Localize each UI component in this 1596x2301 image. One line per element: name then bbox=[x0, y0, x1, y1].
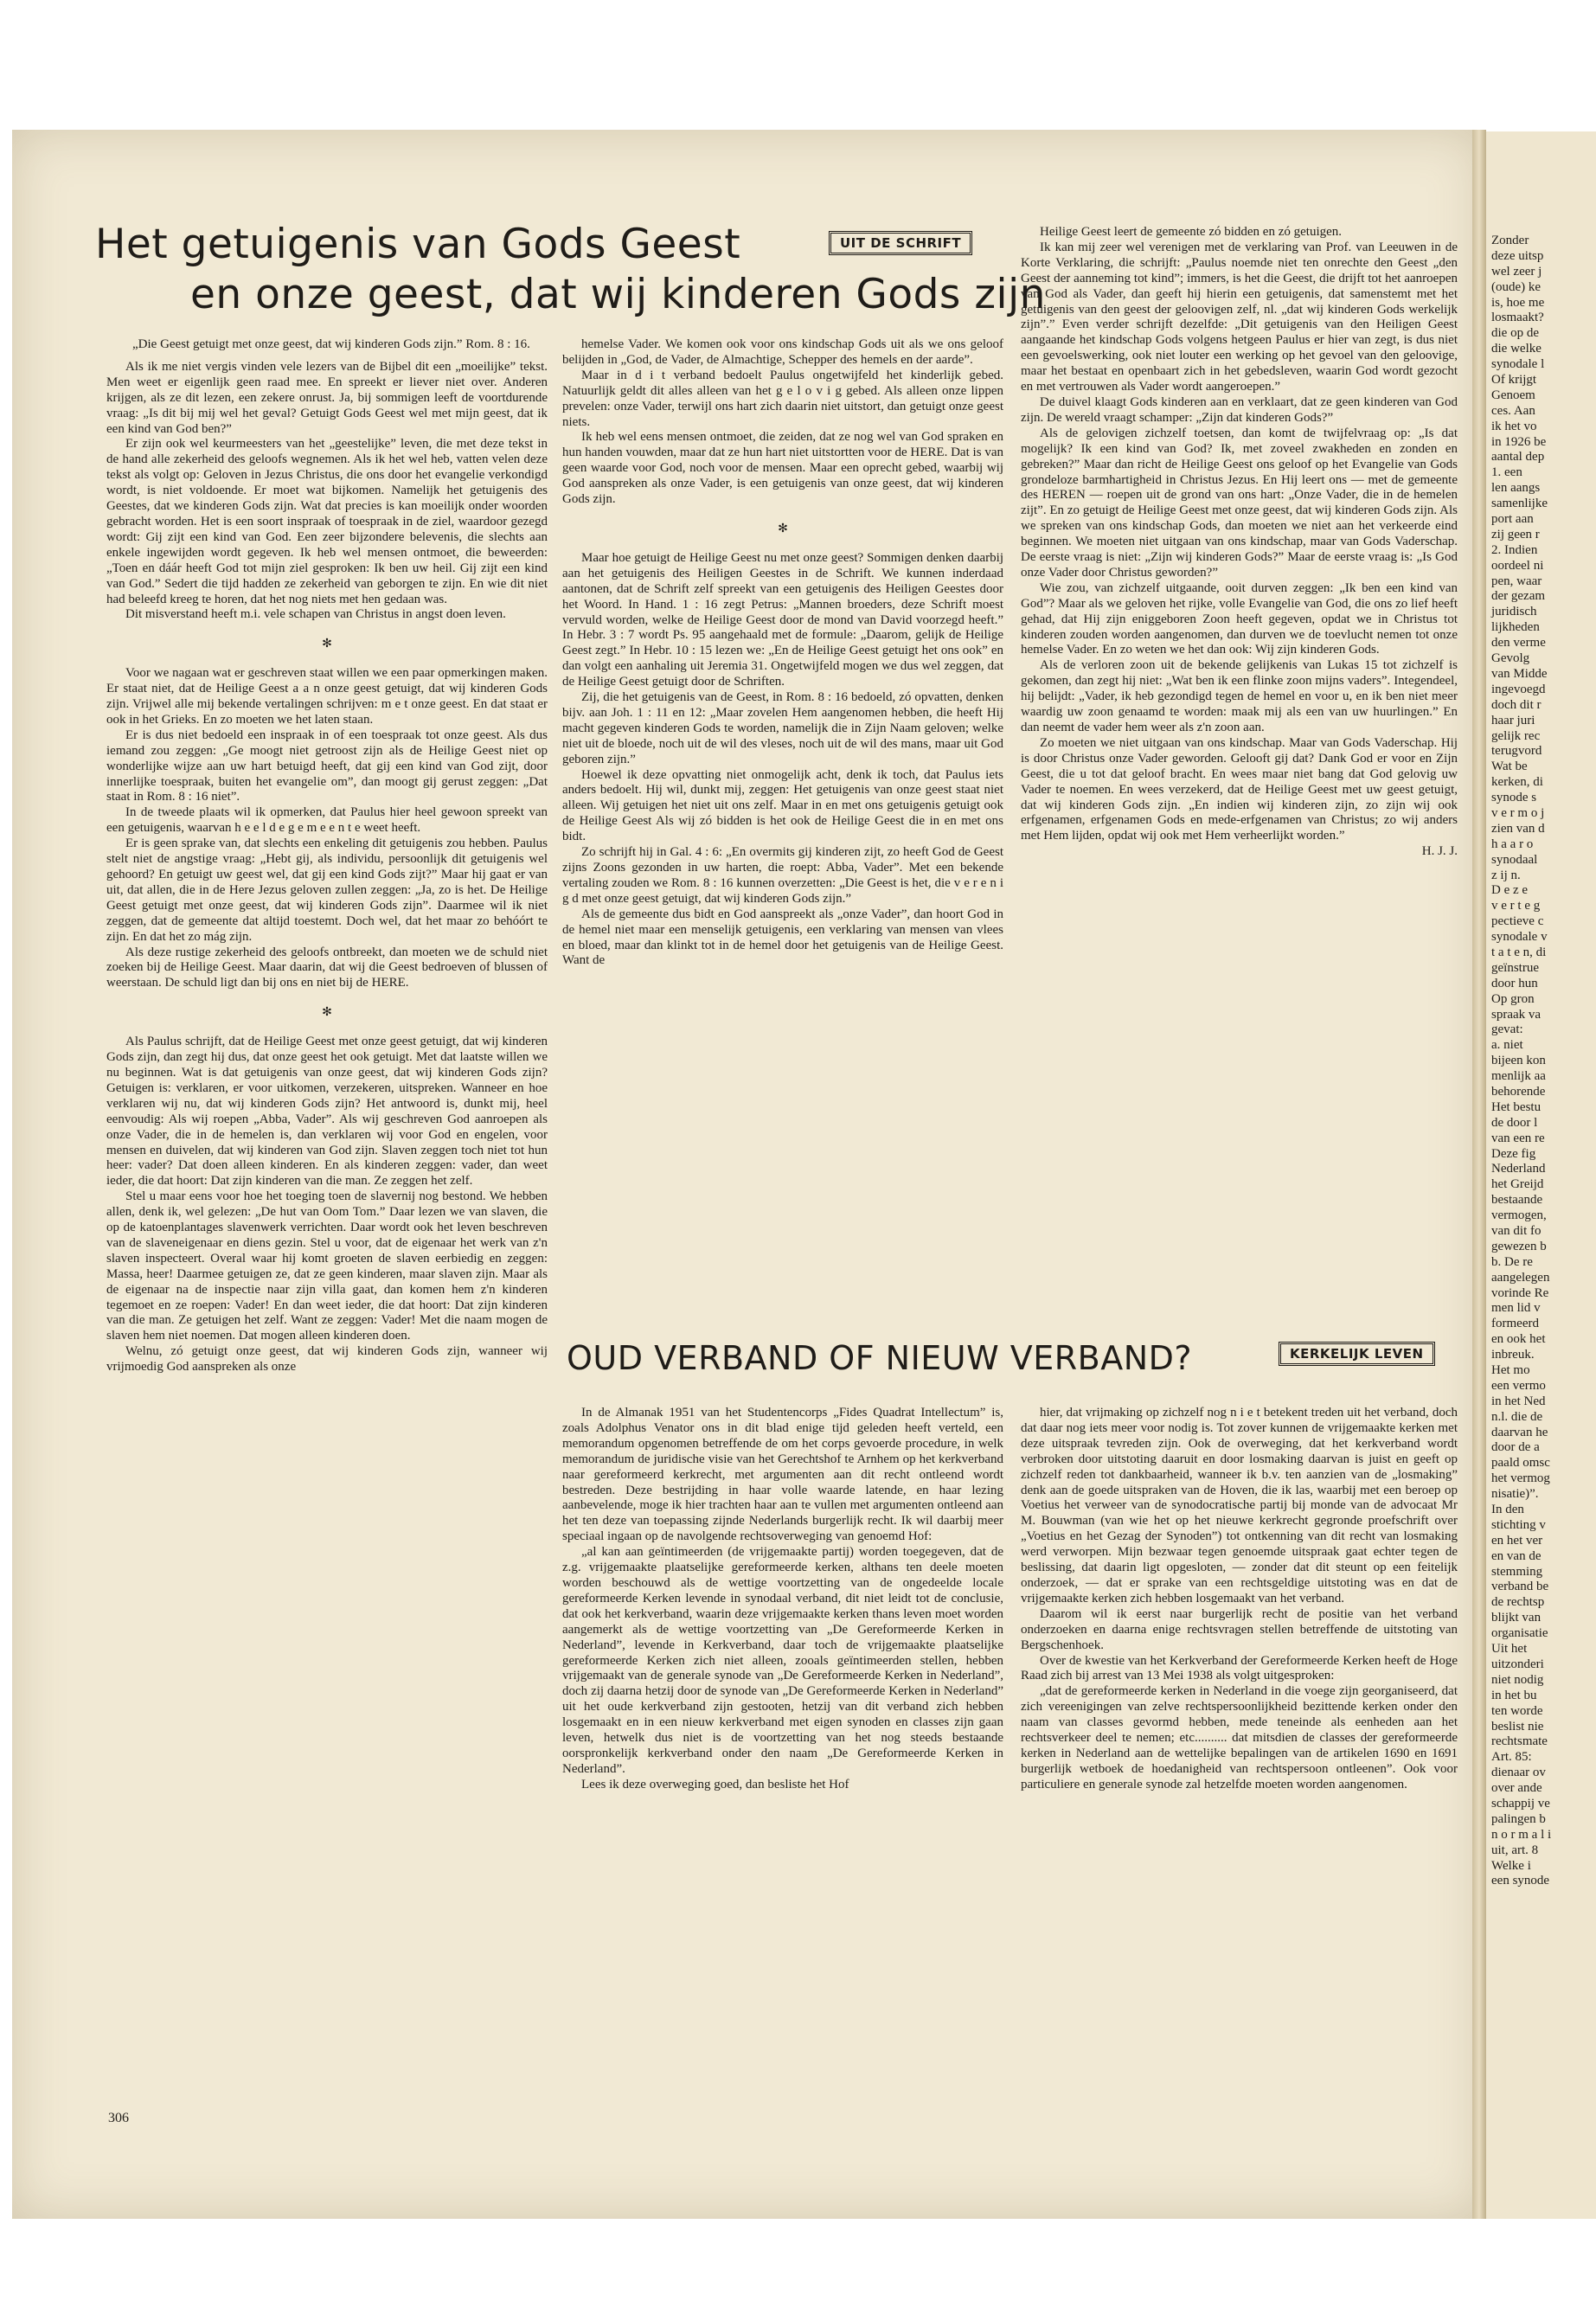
fragment-line: synodale v bbox=[1491, 930, 1548, 945]
paragraph: Ik heb wel eens mensen ontmoet, die zeiden, dat ze nog wel van God spraken en hun handen vouwden, maar dat ze hun hart niet uitstortten voor de HERE. Dat is van geen waarde voor God, noch voor de mensen. Maar een oprecht gebed, waarbij wij God aanspreken als onze Vader, is een getuigenis van onze geest, dat wij kinderen Gods zijn. bbox=[562, 430, 1003, 507]
fragment-line: uitzonderi bbox=[1491, 1657, 1544, 1671]
fragment-line: b. De re bbox=[1491, 1254, 1533, 1269]
paragraph: Zo moeten we niet uitgaan van ons kindschap. Maar van Gods Vaderschap. Hij is door Christus onze Vader geworden. Gelooft gij dat? Dank God er voor en Zijn Geest, die u tot dat geloof bracht. En wees maar niet bang dat God gelovig uw Vader te noemen. En wees verzekerd, dat de Heilige Geest met uw geest getuigt, dat wij kinderen Gods zijn. „En indien wij kinderen zijn, zo zijn wij ook erfgenamen, erfgenamen Gods en mede-erfgenamen van Christus; zo wij anders met Hem lijden, opdat wij ook met Hem verheerlijkt worden.” bbox=[1021, 735, 1458, 843]
fragment-line: menlijk aa bbox=[1491, 1069, 1546, 1084]
fragment-line: aangelegen bbox=[1491, 1270, 1550, 1285]
fragment-line: der gezam bbox=[1491, 589, 1546, 604]
paragraph: Als de verloren zoon uit de bekende gelijkenis van Lukas 15 tot zichzelf is gekomen, dan zegt hij niet: „Wat ben ik een flinke zoon mijns vaders”. Integendeel, hij belijdt: „Vader, ik heb gezondigd tegen de hemel en voor u, en ik ben niet meer waardig uw zoon genaamd te worden: maak mij als een van uw huurlingen.” En dan neemt de vader hem weer als z'n zoon aan. bbox=[1021, 658, 1458, 734]
adjacent-page bbox=[1486, 131, 1596, 2219]
fragment-line: synodaal bbox=[1491, 852, 1538, 867]
paragraph: „dat de gereformeerde kerken in Nederland in die voege zijn georganiseerd, dat zich vereenigingen van zelve rechtspersoonlijkheid bezittende kerken onder den naam van classes gevormd hebben, mede teneinde als eenheden aan het rechtsverkeer deel te nemen; etc.......... dat mitsdien de classes der gereformeerde kerken in Nederland aan de wettelijke bepalingen van de artikelen 1690 en 1691 burgerlijk wetboek de hoedanigheid van rechtspersoon ontleenen”. Ook voor particuliere en generale synode zal hetzelfde moeten worden aangenomen. bbox=[1021, 1684, 1458, 1791]
fragment-line: wel zeer j bbox=[1491, 264, 1542, 279]
paragraph: Stel u maar eens voor hoe het toeging toen de slavernij nog bestond. We hebben allen, denk ik, wel gelezen: „De hut van Oom Tom.” Daar lezen we van slaven, die op de katoenplantages slavenwerk verrichten. Daar wordt ook het leven beschreven van de slaveneigenaar en diens gezin. Stel u voor, dat de eigenaar het werk van z'n slaven inspecteert. Overal waar hij komt groeten de slaven eerbiedig en zeggen: Massa, heer! Daarmee getuigen ze, dat ze geen kinderen, maar slaven zijn. Maar als de eigenaar na de inspectie naar zijn villa gaat, dan komen hem z'n kinderen tegemoet en ze roepen: Vader! En dan weet ieder, die dat hoort: Dat zijn kinderen van die man. Ze getuigen het zelf. Want ze zeggen: Vader! Met die naam mogen de slaven hem niet noemen. Dat mogen alleen kinderen doen. bbox=[106, 1189, 548, 1343]
fragment-line: a. niet bbox=[1491, 1038, 1523, 1053]
paragraph: Over de kwestie van het Kerkverband der Gereformeerde Kerken heeft de Hoge Raad zich bij arrest van 13 Mei 1938 als volgt uitgesproken: bbox=[1021, 1653, 1458, 1683]
fragment-line: en ook het bbox=[1491, 1332, 1546, 1347]
fragment-line: schappij ve bbox=[1491, 1796, 1550, 1811]
fragment-line: Het mo bbox=[1491, 1363, 1530, 1378]
fragment-line: die welke bbox=[1491, 342, 1542, 356]
fragment-line: kerken, di bbox=[1491, 775, 1543, 790]
fragment-line: formeerd bbox=[1491, 1317, 1539, 1331]
fragment-line: deze uitsp bbox=[1491, 248, 1544, 263]
fragment-line: die op de bbox=[1491, 326, 1539, 341]
article2-column1 bbox=[562, 1406, 1003, 1793]
fragment-line: 1. een bbox=[1491, 465, 1522, 480]
paragraph: Er is geen sprake van, dat slechts een enkeling dit getuigenis zou hebben. Paulus stelt niet de angstige vraag: „Hebt gij, als individu, persoonlijk dit getuigenis wel gehoord? En getuigt uw geest wel, dat gij een kind Gods zijt?” Maar hij gaat er van uit, dat allen, die in de Here Jezus geloven zullen zeggen: „Ja, zo is het. De Heilige Geest getuigt met onze geest, dat wij kinderen Gods zijn”. Daarmee wil ik niet zeggen, dat de gemeente dat altijd toestemt. Doch wel, dat het maar zo behóórt te zijn. En dat het zo mág zijn. bbox=[106, 836, 548, 944]
fragment-line: vorinde Re bbox=[1491, 1285, 1549, 1300]
article1-column1 bbox=[106, 337, 548, 1375]
fragment-line: ik het vo bbox=[1491, 419, 1537, 433]
fragment-line: nisatie)”. bbox=[1491, 1487, 1539, 1502]
fragment-line: Genoem bbox=[1491, 388, 1535, 402]
fragment-line: Of krijgt bbox=[1491, 373, 1537, 388]
article2-title: OUD VERBAND OF NIEUW VERBAND? bbox=[567, 1339, 1193, 1377]
paragraph: ✻ bbox=[778, 522, 788, 535]
fragment-line: zij geen r bbox=[1491, 527, 1540, 542]
epigraph: „Die Geest getuigt met onze geest, dat wij kinderen Gods zijn.” Rom. 8 : 16. bbox=[132, 337, 530, 351]
fragment-line: ces. Aan bbox=[1491, 403, 1535, 418]
fragment-line: Het bestu bbox=[1491, 1099, 1542, 1114]
fragment-line: paald omsc bbox=[1491, 1456, 1550, 1471]
fragment-line: h a a r o bbox=[1491, 836, 1534, 851]
fragment-line: In den bbox=[1491, 1503, 1524, 1517]
fragment-line: is, hoe me bbox=[1491, 295, 1545, 310]
paragraph: Welnu, zó getuigt onze geest, dat wij kinderen Gods zijn, wanneer wij vrijmoedig God aanspreken als onze bbox=[106, 1344, 548, 1375]
fragment-line: stemming bbox=[1491, 1564, 1543, 1579]
paragraph: Als de gelovigen zichzelf toetsen, dan komt de twijfelvraag op: „Is dat mogelijk? Ik een kind van God? Ik, met zoveel zwakheden en zonden en gebreken?” Maar dan richt de Heilige Geest ons geloof op het Evangelie van Gods grondeloze barmhartigheid in Christus Jezus. En Hij leert ons — met de gemeente des HEREN — roepen uit de grond van ons hart: „Onze Vader, die in de hemelen zijt”. En zo getuigt de Heilige Geest met onze geest, dat wij kinderen Gods zijn. Als we spreken van ons kindschap Gods, dan moeten we niet aan het verkeerde eind beginnen. We moeten niet uitgaan van ons kindschap, maar van Gods Vaderschap. De eerste vraag is niet: „Zijn wij kinderen Gods?” Maar de eerste vraag is: „Is God onze Vader door Christus geworden?” bbox=[1021, 426, 1458, 580]
fragment-line: beslist nie bbox=[1491, 1719, 1544, 1734]
fragment-line: t a t e n, di bbox=[1491, 945, 1547, 959]
fragment-line: Zonder bbox=[1491, 234, 1529, 247]
paragraph: Wie zou, van zichzelf uitgaande, ooit durven zeggen: „Ik ben een kind van God”? Maar als we geloven het rijke, volle Evangelie van God, die ons zo lief heeft gehad, dat Hij zijn eniggeboren Zoon heeft gegeven, opdat we in Christus tot kinderen zouden worden aangenomen, dan durven we de toevlucht nemen tot onze hemelse Vader. En zo weten we het dan ook: Wij zijn kinderen Gods. bbox=[1021, 580, 1458, 657]
fragment-line: van dit fo bbox=[1491, 1224, 1542, 1238]
fragment-line: Uit het bbox=[1491, 1642, 1528, 1657]
fragment-line: over ande bbox=[1491, 1781, 1542, 1796]
fragment-line: D e z e bbox=[1491, 883, 1529, 898]
paragraph: Als Paulus schrijft, dat de Heilige Geest met onze geest getuigt, dat wij kinderen Gods zijn, dan zegt hij dus, dat onze geest het ook getuigt. Met dat laatste willen we nu beginnen. Wat is dat getuigenis van onze geest, dat wij kinderen Gods zijn? Getuigen is: verklaren, er voor uitkomen, verzekeren, uitspreken. Wanneer en hoe verklaren wij nu, dat wij kinderen Gods zijn? Het antwoord is, dunkt mij, heel eenvoudig: Als wij roepen „Abba, Vader”. Als wij geschreven God aanroepen als onze Vader, die in de hemelen is, dan verklaren wij voor God en engelen, voor mensen en duivelen, dat wij kinderen van God zijn. Slaven zeggen toch niet tot hun heer: vader? Dat doen alleen kinderen. En als kinderen zeggen: vader, dan weet ieder, die dat hoort: Dat zijn kinderen van die man. Ze zeggen het zelf. bbox=[106, 1035, 548, 1189]
paragraph: In de Almanak 1951 van het Studentencorps „Fides Quadrat Intellectum” is, zoals Adolphus Venator ons in dit blad enige tijd geleden heeft verteld, een memorandum opgenomen betreffende de om het corps gevoerde procedure, in welk memorandum de juridische visie van het Gerechtshof te Arnhem op het kerkverband naar gereformeerd kerkrecht, met argumenten aan dit recht ontleend wordt bestreden. Deze bestrijding in haar volle waarde latende, en haar lezing aanbevelende, moge ik hier trachten haar aan te vullen met argumenten ontleend aan het ten deze van toepassing zijnde Nederlands burgerlijk recht. Ik wil daarbij meer speciaal ingaan op de navolgende rechtsoverweging van genoemd Hof: bbox=[562, 1406, 1003, 1544]
fragment-line: door de a bbox=[1491, 1440, 1540, 1455]
fragment-line: behorende bbox=[1491, 1084, 1546, 1099]
fragment-line: gevat: bbox=[1491, 1022, 1523, 1037]
article-title-line1: Het getuigenis van Gods Geest bbox=[95, 221, 741, 268]
fragment-line: rechtsmate bbox=[1491, 1734, 1548, 1749]
article1-column2 bbox=[562, 337, 1003, 969]
fragment-line: den verme bbox=[1491, 636, 1546, 651]
fragment-line: in het bu bbox=[1491, 1688, 1537, 1702]
page-number: 306 bbox=[108, 2111, 129, 2125]
fragment-line: z ij n. bbox=[1491, 868, 1521, 882]
fragment-line: synode s bbox=[1491, 791, 1537, 805]
fragment-line: spraak va bbox=[1491, 1007, 1542, 1022]
fragment-line: zien van d bbox=[1491, 821, 1545, 836]
fragment-line: Nederland bbox=[1491, 1162, 1546, 1176]
paragraph: „al kan aan geïntimeerden (de vrijgemaakte partij) worden toegegeven, dat de z.g. vrijgemaakte plaatselijke gereformeerde kerken, althans ten deele moeten worden beschouwd als de wettige voortzetting van de ongedeelde locale gereformeerde Kerken levende in synodaal verband, dit niet leidt tot de conclusie, dat ook het kerkverband, waarin deze vrijgemaakte kerken thans leven moet worden aangemerkt als de wettige voortzetting van „De Gereformeerde Kerken in Nederland”, levende in Kerkverband, daar toch de vrijgemaakte plaatselijke gereformeerde Kerken zich niet alleen, zooals geïntimeerden stellen, hebben vrijgemaakt van de generale synode van „De Gereformeerde Kerken in Nederland”, doch zij daarna hetzij door de synode van „De Gereformeerde Kerken in Nederland” uit het oude kerkverband zijn gestooten, hetzij van dit verband zich hebben losgemaakt en in een nieuw kerkverband met eigen synoden en classes zijn gaan leven, hetwelk dus niet is de voortzetting van het nog steeds bestaande oorspronkelijk kerkverband onder den naam „De Gereformeerde Kerken in Nederland”. bbox=[562, 1545, 1003, 1776]
fragment-line: losmaakt? bbox=[1491, 311, 1544, 325]
fragment-line: inbreuk. bbox=[1491, 1348, 1535, 1362]
fragment-line: Welke i bbox=[1491, 1858, 1531, 1873]
fragment-line: uit, art. 8 bbox=[1491, 1843, 1539, 1857]
paragraph: Maar hoe getuigt de Heilige Geest nu met onze geest? Sommigen denken daarbij aan het getuigenis des Heiligen Geestes in de Schrift. We kunnen inderdaad aantonen, dat de Schrift zelf spreekt van een getuigenis des Heiligen Geestes door het Woord. In Hand. 1 : 16 zegt Petrus: „Mannen broeders, deze Schrift moest vervuld worden, welke de Heilige Geest door de mond van David voorzegd heeft.” In Hebr. 3 : 7 wordt Ps. 95 aangehaald met de formule: „Daarom, gelijk de Heilige Geest zegt.” In Hebr. 10 : 15 lezen we: „En de Heilige Geest getuigt het ons ook” en dan volgt een aanhaling uit Jeremia 31. Ongetwijfeld mogen we dus wel zeggen, dat de Heilige Geest getuigt door de Schriften. bbox=[562, 550, 1003, 689]
fragment-line: Gevolg bbox=[1491, 651, 1530, 666]
article-title-line2: en onze geest, dat wij kinderen Gods zijn bbox=[190, 271, 1046, 318]
fragment-line: n.l. die de bbox=[1491, 1409, 1543, 1424]
fragment-line: juridisch bbox=[1491, 605, 1537, 619]
section-divider: ✻ bbox=[322, 638, 332, 651]
paragraph: In de tweede plaats wil ik opmerken, dat Paulus hier heel gewoon spreekt van een getuigenis, waarvan h e e l d e g e m e e n t e weet heeft. bbox=[106, 805, 548, 836]
fragment-line: in 1926 be bbox=[1491, 434, 1547, 449]
section-label-uit-de-schrift: UIT DE SCHRIFT bbox=[829, 231, 972, 255]
paragraph: De duivel klaagt Gods kinderen aan en verklaart, dat ze geen kinderen van God zijn. De wereld vraagt schamper: „Zijn dat kinderen Gods?” bbox=[1021, 394, 1458, 425]
fragment-line: v e r t e g bbox=[1491, 899, 1541, 913]
paragraph: Voor we nagaan wat er geschreven staat willen we een paar opmerkingen maken. Er staat niet, dat de Heilige Geest a a n onze geest getuigt, dat wij kinderen Gods zijn. Vrijwel alle mij bekende vertalingen schrijven: m e t onze geest. En dat staat er ook in het Grieks. En zo moeten we het laten staan. bbox=[106, 666, 548, 727]
fragment-line: bijeen kon bbox=[1491, 1054, 1546, 1068]
fragment-line: niet nodig bbox=[1491, 1672, 1544, 1687]
fragment-line: door hun bbox=[1491, 976, 1538, 990]
fragment-line: samenlijke bbox=[1491, 497, 1548, 511]
fragment-line: Deze fig bbox=[1491, 1146, 1536, 1161]
paragraph: Zij, die het getuigenis van de Geest, in Rom. 8 : 16 bedoeld, zó opvatten, denken bijv. aan Joh. 1 : 11 en 12: „Maar zovelen Hem aangenomen hebben, die heeft Hij macht gegeven kinderen Gods te worden, namelijk die in Zijn Naam geloven; welke niet uit de bloede, noch uit de wil des vleses, noch uit de wil des mans, maar uit God geboren zijn.” bbox=[562, 690, 1003, 766]
adjacent-page-text bbox=[1491, 234, 1596, 1889]
fragment-line: Op gron bbox=[1491, 991, 1535, 1006]
paragraph: Heilige Geest leert de gemeente zó bidden en zó getuigen. bbox=[1040, 225, 1343, 239]
author-signature: H. J. J. bbox=[1421, 844, 1458, 859]
article2-column2 bbox=[1021, 1406, 1458, 1793]
fragment-line: Art. 85: bbox=[1491, 1750, 1532, 1765]
fragment-line: port aan bbox=[1491, 512, 1534, 527]
paragraph: Dit misverstand heeft m.i. vele schapen van Christus in angst doen leven. bbox=[125, 607, 506, 622]
fragment-line: en het ver bbox=[1491, 1533, 1543, 1548]
paragraph: Maar in d i t verband bedoelt Paulus ongetwijfeld het kinderlijk gebed. Natuurlijk geldt dit alles alleen van het g e l o v i g gebed. Als alleen onze lippen prevelen: onze Vader, terwijl ons hart zich daarin niet uitstort, dan getuigt onze geest niets. bbox=[562, 368, 1003, 429]
fragment-line: het Greijd bbox=[1491, 1177, 1544, 1192]
fragment-line: 2. Indien bbox=[1491, 542, 1538, 557]
fragment-line: gelijk rec bbox=[1491, 728, 1541, 743]
fragment-line: len aangs bbox=[1491, 481, 1541, 496]
fragment-line: aantal dep bbox=[1491, 450, 1545, 465]
paragraph: Ik kan mij zeer wel verenigen met de verklaring van Prof. van Leeuwen in de Korte Verklaring, die schrijft: „Paulus noemde niet ten onrechte den Geest „den Geest der aanneming tot kind”; immers, is het die Geest, die drijft tot het aanroepen van God als Vader, dan geeft hij hierin een getuigenis, dat samenstemt met het getuigenis van den geest der geloovigen zelf, nl. „dat wij kinderen Gods werkelijk zijn”.” Even verder schrijft dezelfde: „Dit getuigenis van den Heiligen Geest aangaande het kindschap Gods volgens hetgeen Paulus er hier van zegt, is dus niet een gevoelswerking, ook niet louter een werking op het gevoel van den geloovige, maar het bestaat en openbaart zich in het gebedsleven, waarin God wordt gezocht en met vertrouwen als Vader wordt aangeroepen.” bbox=[1021, 240, 1458, 394]
fragment-line: ten worde bbox=[1491, 1703, 1543, 1718]
paragraph: Als ik me niet vergis vinden vele lezers van de Bijbel dit een „moeilijke” tekst. Men weet er eigenlijk geen raad mee. En spreekt er liever niet over. Anderen krijgen, als ze dit lezen, een zekere onrust. Ja, bij sommigen leeft de voortdurende vraag: „Is dit bij mij wel het geval? Getuigt Gods Geest wel met mijn geest, dat ik een kind van God ben?” bbox=[106, 359, 548, 436]
fragment-line: een vermo bbox=[1491, 1378, 1546, 1393]
paragraph: hemelse Vader. We komen ook voor ons kindschap Gods uit als we ons geloof belijden in „God, de Vader, de Almachtige, Schepper des hemels en der aarde”. bbox=[562, 337, 1003, 367]
fragment-line: de door l bbox=[1491, 1115, 1538, 1130]
article1-column3 bbox=[1021, 225, 1458, 860]
paragraph: Zo schrijft hij in Gal. 4 : 6: „En overmits gij kinderen zijt, zo heeft God de Geest zijns Zoons gezonden in uw harten, die roept: Abba, Vader”. Met een bekende vertaling zouden we Rom. 8 : 16 kunnen overzetten: „Die Geest is het, die v e r e n i g d met onze geest getuigt, dat wij kinderen Gods zijn.” bbox=[562, 845, 1003, 906]
fragment-line: de rechtsp bbox=[1491, 1595, 1545, 1610]
fragment-line: synodale l bbox=[1491, 357, 1545, 372]
fragment-line: pectieve c bbox=[1491, 914, 1544, 929]
fragment-line: verband be bbox=[1491, 1580, 1549, 1594]
paragraph: Lees ik deze overweging goed, dan besliste het Hof bbox=[581, 1777, 849, 1791]
section-label-kerkelijk-leven: KERKELIJK LEVEN bbox=[1279, 1342, 1435, 1366]
fragment-line: bestaande bbox=[1491, 1193, 1543, 1208]
fragment-line: gewezen b bbox=[1491, 1239, 1547, 1253]
fragment-line: vermogen, bbox=[1491, 1208, 1547, 1223]
fragment-line: blijkt van bbox=[1491, 1611, 1542, 1625]
paragraph: Hoewel ik deze opvatting niet onmogelijk acht, denk ik toch, dat Paulus iets anders bedoelt. Hij wil, dunkt mij, zeggen: Het getuigenis van onze geest staat niet alleen. Wij getuigen het niet uit ons zelf. Maar in en met ons getuigenis getuigt ook de Heilige Geest Als wij zó bidden is het ook de Heilige Geest die in en met ons bidt. bbox=[562, 767, 1003, 844]
paragraph: Er zijn ook wel keurmeesters van het „geestelijke” leven, die met deze tekst in de hand alle zekerheid des geloofs wegnemen. Als ik het wel heb, vatten velen deze tekst als volgt op: Geloven in Jezus Christus, die ons door het evangelie verkondigd wordt, is niet voldoende. Er moet wat bijkomen. Namelijk het getuigenis des Geestes, dat we kinderen Gods zijn. Wat dat precies is kan moeilijk onder woorden gebracht worden. Het is een soort inspraak of toespraak in de ziel, waardoor gezegd wordt: Gij zijt een kind van God. Een zeer bijzondere belevenis, die slechts aan enkele ingewijden wordt gegeven. Ik heb wel mensen ontmoet, die beweerden: „Toen en dáár heeft God tot mijn ziel gesproken: Ik ben uw heil. Gij zijt een kind van God.” Sedert die tijd hadden ze zekerheid van geborgen te zijn. En wie dit niet had beleefd kreeg te horen, dat het nog niets met hen gedaan was. bbox=[106, 437, 548, 606]
fragment-line: v e r m o j bbox=[1491, 805, 1545, 820]
section-divider: ✻ bbox=[322, 1006, 332, 1020]
fragment-line: men lid v bbox=[1491, 1301, 1541, 1316]
paragraph: Daarom wil ik eerst naar burgerlijk recht de positie van het verband onderzoeken en daarna enige rechtsvragen stellen betreffende de uitstoting van Bergschenhoek. bbox=[1021, 1606, 1458, 1652]
fragment-line: Wat be bbox=[1491, 760, 1528, 774]
fragment-line: en van de bbox=[1491, 1548, 1542, 1563]
fragment-line: dienaar ov bbox=[1491, 1766, 1546, 1780]
fragment-line: doch dit r bbox=[1491, 697, 1542, 712]
fragment-line: een synode bbox=[1491, 1874, 1550, 1888]
fragment-line: stichting v bbox=[1491, 1517, 1546, 1532]
fragment-line: van een re bbox=[1491, 1131, 1545, 1145]
fragment-line: in het Ned bbox=[1491, 1394, 1546, 1408]
paragraph: Als de gemeente dus bidt en God aanspreekt als „onze Vader”, dan hoort God in de hemel niet maar een menselijk getuigenis, een verklaring van mensen van vlees en bloed, maar dan klinkt tot in de hemel door het getuigenis van de Heilige Geest. Want de bbox=[562, 907, 1003, 968]
fragment-line: van Midde bbox=[1491, 666, 1548, 681]
fragment-line: pen, waar bbox=[1491, 574, 1542, 588]
fragment-line: daarvan he bbox=[1491, 1425, 1548, 1439]
fragment-line: terugvord bbox=[1491, 744, 1542, 759]
fragment-line: het vermog bbox=[1491, 1471, 1550, 1486]
fragment-line: haar juri bbox=[1491, 713, 1535, 727]
fragment-line: lijkheden bbox=[1491, 620, 1540, 635]
paragraph: hier, dat vrijmaking op zichzelf nog n i e t betekent treden uit het verband, doch dat daar nog iets meer voor nodig is. Tot zover kunnen de vrijgemaakte kerken met deze uitspraak tevreden zijn. Ook de overweging, dat het kerkverband wordt verbroken door uitstoting daaruit en door losmaking daarvan is juist en geeft op zichzelf reden tot dankbaarheid, wanneer ik b.v. ten aanzien van de „losmaking” denk aan de goede uitspraken van de Hoven, die ik las, waarbij met een beroep op Voetius het verweer van de synodocratische partij bij monde van de advocaat Mr M. Bouwman (van wie het op het nieuwe kerkrecht gegronde proefschrift over „Voetius en het Gezag der Synoden”) tot ontkenning van dit recht van losmaking werd verworpen. Mijn bezwaar tegen genoemde uitspraak gaat echter tegen de beslissing, dat daarin ligt opgesloten, — zonder dat dit steunt op een feitelijk onderzoek, — dat er sprake van een rechtsgeldige uitstoting was en dat de vrijgemaakte kerken zich hebben losgemaakt van het verband. bbox=[1021, 1406, 1458, 1606]
fragment-line: organisatie bbox=[1491, 1626, 1548, 1641]
fragment-line: oordeel ni bbox=[1491, 558, 1544, 573]
fragment-line: palingen b bbox=[1491, 1811, 1546, 1826]
paragraph: Als deze rustige zekerheid des geloofs ontbreekt, dan moeten we de schuld niet zoeken bij de Heilige Geest. Maar daarin, dat wij die Geest bedroeven of blussen of weerstaan. De schuld ligt dan bij ons en niet bij de HERE. bbox=[106, 945, 548, 990]
fragment-line: ingevoegd bbox=[1491, 682, 1546, 696]
fragment-line: (oude) ke bbox=[1491, 279, 1542, 294]
fragment-line: n o r m a l i bbox=[1491, 1827, 1552, 1842]
paragraph: Er is dus niet bedoeld een inspraak in of een toespraak tot onze geest. Als dus iemand zou zeggen: „Ge moogt niet getroost zijn als de Heilige Geest niet op wonderlijke wijze aan uw hart betuigd heeft, dat gij een kind van God zijt, door innerlijke toespraak, buiten het evangelie om”, dan moogt gij gerust zeggen: „Dat staat in Rom. 8 : 16 niet”. bbox=[106, 727, 548, 804]
page-spine bbox=[1472, 130, 1486, 2219]
fragment-line: geïnstrue bbox=[1491, 960, 1539, 975]
